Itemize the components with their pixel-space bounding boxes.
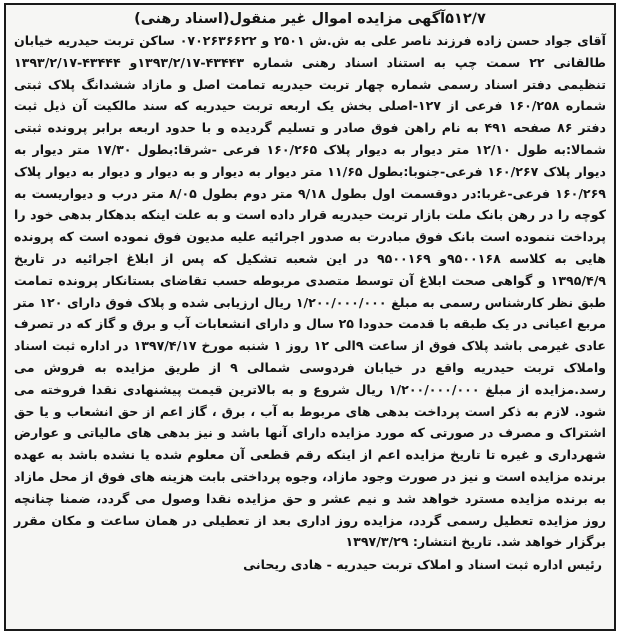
notice-signature: رئیس اداره ثبت اسناد و املاک تربت حیدریه - هادی ریحانی (243, 557, 602, 573)
notice-title: ۵۱۲/۷آگهی مزایده اموال غیر منقول(اسناد رهنی) (134, 11, 486, 27)
auction-notice (4, 3, 616, 631)
notice-body: آقای جواد حسن زاده فرزند ناصر علی به ش.ش ۲۵۰۱ و ۰۷۰۲۶۳۶۶۲۲ ساکن تربت حیدریه خیابان طالقانی ۲۲ سمت چپ به استناد اسناد رهنی شماره ۴۳۴۴۳-۱۳۹۳/۲/۱۷و ۴۳۴۴۴-۱۳۹۳/۲/۱۷ تنظیمی دفتر اسناد رسمی شماره چهار تربت حیدریه تمامت اصل و مازاد ششدانگ پلاک ثبتی شماره ۱۶۰/۲۵۸ فرعی از ۱۲۷-اصلی بخش یک اربعه تربت حیدریه که سند مالکیت آن ذیل ثبت دفتر ۸۶ صفحه ۴۹۱ به نام راهن فوق صادر و تسلیم گردیده و با حدود اربعه برابر پرونده ثبتی شمالا:به طول ۱۲/۱۰ متر دیوار به دیوار پلاک ۱۶۰/۲۶۵ فرعی -شرقا:بطول ۱۷/۳۰ متر دیوار به دیوار پلاک ۱۶۰/۲۶۷ فرعی-جنوبا:بطول ۱۱/۶۵ متر دیوار به دیوار و به دیوار و دیوار به دیوار پلاک ۱۶۰/۲۶۹ فرعی-غربا:در دوقسمت اول بطول ۹/۱۸ متر دوم بطول ۸/۰۵ متر درب و دیواریست به کوچه را در رهن بانک ملت بازار تربت حیدریه قرار داده است و به علت اینکه بدهکار بدهی خود را پرداخت ننموده است بانک فوق مبادرت به صدور اجرائیه علیه مدیون فوق نموده است که پرونده هایی به کلاسه ۹۵۰۰۱۶۸و ۹۵۰۰۱۶۹ در این شعبه تشکیل که پس از ابلاغ اجرائیه در تاریخ ۱۳۹۵/۴/۹ و گواهی صحت ابلاغ آن توسط متصدی مربوطه حسب تقاضای بستانکار پرونده تمامت طبق نظر کارشناس رسمی به مبلغ ۱/۲۰۰/۰۰۰/۰۰۰ ریال ارزیابی شده و پلاک فوق دارای ۱۲۰ متر مربع اعیانی در یک طبقه با قدمت حدودا ۲۵ سال و دارای انشعابات آب و برق و گاز که در تصرف عادی غیرمی باشد پلاک فوق از ساعت ۹الی ۱۲ روز ۱ شنبه مورخ ۱۳۹۷/۴/۱۷ در اداره ثبت اسناد واملاک تربت حیدریه واقع در خیابان فردوسی شمالی ۹ از طریق مزایده به فروش می رسد.مزایده از مبلغ ۱/۲۰۰/۰۰۰/۰۰۰ ریال شروع و به بالاترین قیمت پیشنهادی نقدا فروخته می شود. لازم به ذکر است پرداخت بدهی های مربوط به آب ، برق ، گاز اعم از حق انشعاب و یا حق اشتراک و مصرف در صورتی که مورد مزایده دارای آنها باشد و نیز بدهی های مالیاتی و عوارض شهرداری و غیره تا تاریخ مزایده اعم از اینکه رقم قطعی آن معلوم شده یا نشده باشد به عهده برنده مزایده است و نیز در صورت وجود مازاد، وجوه پرداختی بابت هزینه های فوق از محل مازاد به برنده مزایده مسترد خواهد شد و نیم عشر و حق مزایده نقدا وصول می گردد، ضمنا چنانچه روز مزایده تعطیل رسمی گردد، مزایده روز اداری بعد از تعطیلی در همان ساعت و مکان مقرر برگزار خواهد شد. تاریخ انتشار: ۱۳۹۷/۳/۲۹ (14, 33, 607, 550)
